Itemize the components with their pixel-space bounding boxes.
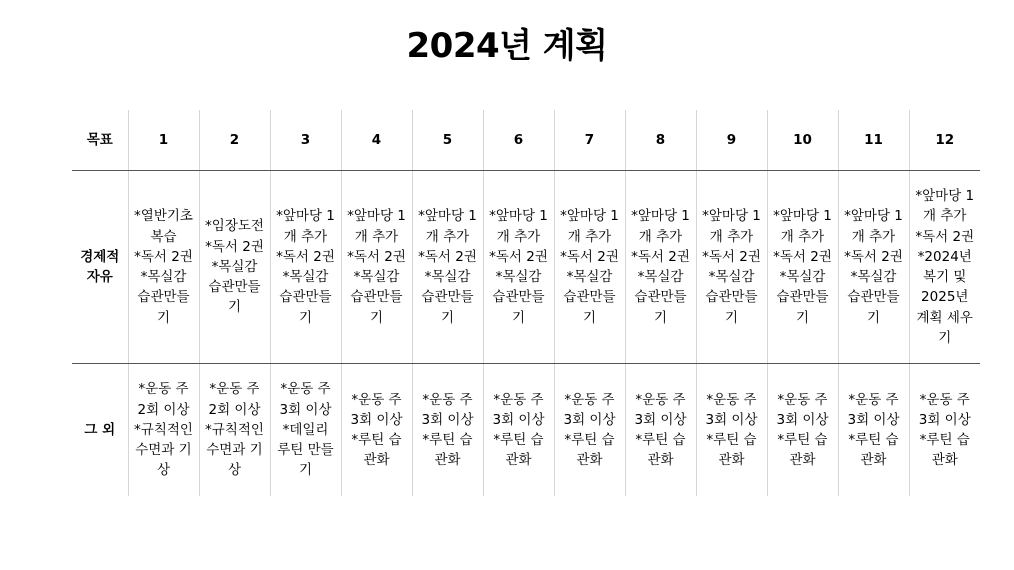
- cell-line: *2024년: [917, 248, 972, 265]
- cell-line: *앞마당 1: [702, 208, 761, 225]
- cell-line: *앞마당 1: [489, 208, 548, 225]
- cell-line: 3회 이상: [776, 411, 829, 428]
- cell-line: *운동 주: [706, 391, 757, 408]
- cell-line: *운동 주: [493, 391, 544, 408]
- table-cell: [341, 171, 412, 364]
- cell-line: 개 추가: [496, 228, 541, 245]
- cell-line: 2회 이상: [208, 401, 261, 418]
- cell-line: *목실감: [140, 269, 187, 285]
- cell-line: *목실감: [495, 269, 542, 285]
- cell-line: *앞마당 1: [560, 208, 619, 225]
- table-row: [72, 364, 980, 497]
- table-cell: [909, 364, 980, 497]
- cell-line: *운동 주: [280, 381, 331, 398]
- table-cell: [412, 171, 483, 364]
- cell-line: *독서 2권: [631, 248, 690, 265]
- cell-line: *운동 주: [351, 391, 402, 408]
- table-cell: [838, 364, 909, 497]
- cell-line: 기: [156, 309, 171, 326]
- table-cell: [483, 364, 554, 497]
- cell-line: *루틴 습: [422, 432, 473, 448]
- cell-line: *독서 2권: [134, 248, 193, 265]
- cell-line: *운동 주: [777, 391, 828, 408]
- cell-line: 계획 세우: [916, 309, 973, 326]
- cell-line: *독서 2권: [205, 238, 264, 255]
- cell-line: 개 추가: [283, 228, 328, 245]
- cell-line: 복기 및: [923, 269, 967, 285]
- cell-line: *루틴 습: [493, 432, 544, 448]
- header-corner: 목표: [72, 110, 128, 171]
- row-header: [72, 364, 128, 497]
- cell-line: *앞마당 1: [631, 208, 690, 225]
- cell-line: 습관만들: [634, 289, 687, 306]
- cell-line: 습관만들: [208, 279, 261, 296]
- cell-line: 상: [227, 462, 242, 479]
- cell-line: 기: [724, 309, 739, 326]
- cell-line: 경제적: [80, 248, 120, 265]
- table-cell: [767, 364, 838, 497]
- cell-line: 3회 이상: [918, 411, 971, 428]
- cell-line: 기: [440, 309, 455, 326]
- cell-line: 개 추가: [709, 228, 754, 245]
- cell-line: *앞마당 1: [844, 208, 903, 225]
- table-cell: [270, 171, 341, 364]
- cell-line: 기: [582, 309, 597, 326]
- cell-line: *목실감: [353, 269, 400, 285]
- cell-line: 루틴 만들: [277, 442, 334, 459]
- month-header: 4: [341, 110, 412, 171]
- cell-line: *앞마당 1: [915, 188, 975, 204]
- cell-line: 개 추가: [780, 228, 825, 245]
- table-cell: [199, 364, 270, 497]
- cell-line: *목실감: [424, 269, 471, 285]
- month-header: 8: [625, 110, 696, 171]
- cell-line: 개 추가: [425, 228, 470, 245]
- table-cell: [696, 171, 767, 364]
- month-header: 9: [696, 110, 767, 171]
- cell-line: *운동 주: [919, 391, 970, 408]
- cell-line: *독서 2권: [276, 248, 335, 265]
- cell-line: *독서 2권: [773, 248, 832, 265]
- cell-line: 기: [795, 309, 810, 326]
- cell-line: *목실감: [708, 269, 755, 285]
- table-cell: [625, 171, 696, 364]
- cell-line: 개 추가: [923, 208, 967, 225]
- cell-line: 수면과 기: [135, 442, 192, 459]
- cell-line: 습관만들: [137, 289, 190, 306]
- cell-line: *목실감: [566, 269, 613, 285]
- table-cell: [909, 171, 980, 364]
- cell-line: 개 추가: [851, 228, 896, 245]
- cell-line: 3회 이상: [350, 411, 403, 428]
- cell-line: 기: [227, 299, 242, 316]
- table-cell: [199, 171, 270, 364]
- cell-line: *독서 2권: [560, 248, 619, 265]
- cell-line: *열반기초: [134, 208, 193, 225]
- cell-line: 관화: [505, 452, 532, 469]
- cell-line: *독서 2권: [489, 248, 548, 265]
- month-header: 6: [483, 110, 554, 171]
- table-cell: [483, 171, 554, 364]
- table-cell: [554, 171, 625, 364]
- cell-line: 기: [653, 309, 668, 326]
- cell-line: 복습: [150, 228, 177, 245]
- cell-line: 기: [938, 329, 952, 346]
- cell-line: 관화: [576, 452, 603, 469]
- table-cell: [625, 364, 696, 497]
- cell-line: 기: [369, 309, 384, 326]
- cell-line: 3회 이상: [279, 401, 332, 418]
- cell-line: *데일리: [282, 421, 329, 438]
- page-title: 2024년 계획: [406, 26, 608, 66]
- table-cell: [270, 364, 341, 497]
- cell-line: 관화: [718, 452, 745, 469]
- cell-line: 2회 이상: [137, 401, 190, 418]
- cell-line: 습관만들: [847, 289, 900, 306]
- table-cell: [696, 364, 767, 497]
- cell-line: 개 추가: [354, 228, 399, 245]
- cell-line: 개 추가: [638, 228, 683, 245]
- cell-line: *루틴 습: [635, 432, 686, 448]
- cell-line: 관화: [434, 452, 461, 469]
- cell-line: 3회 이상: [634, 411, 687, 428]
- cell-line: 기: [298, 309, 313, 326]
- cell-line: *앞마당 1: [347, 208, 406, 225]
- cell-line: *앞마당 1: [773, 208, 832, 225]
- cell-line: 습관만들: [279, 289, 332, 306]
- cell-line: *규칙적인: [205, 421, 264, 438]
- cell-line: 기: [866, 309, 881, 326]
- cell-line: *운동 주: [635, 391, 686, 408]
- cell-line: *목실감: [282, 269, 329, 285]
- month-header: 10: [767, 110, 838, 171]
- cell-line: 관화: [860, 452, 887, 469]
- cell-line: *루틴 습: [351, 432, 402, 448]
- cell-line: 습관만들: [492, 289, 545, 306]
- cell-line: *루틴 습: [848, 432, 899, 448]
- cell-line: *운동 주: [138, 381, 189, 398]
- cell-line: *앞마당 1: [418, 208, 477, 225]
- cell-line: *루틴 습: [706, 432, 757, 448]
- cell-line: 기: [298, 462, 313, 479]
- table-cell: [767, 171, 838, 364]
- table-cell: [128, 171, 199, 364]
- table-row: [72, 171, 980, 364]
- cell-line: *규칙적인: [134, 421, 193, 438]
- cell-line: 3회 이상: [847, 411, 900, 428]
- cell-line: 습관만들: [421, 289, 474, 306]
- cell-line: *운동 주: [564, 391, 615, 408]
- month-header: 3: [270, 110, 341, 171]
- month-header: 1: [128, 110, 199, 171]
- table-cell: [128, 364, 199, 497]
- cell-line: *독서 2권: [418, 248, 477, 265]
- cell-line: *루틴 습: [564, 432, 615, 448]
- table-cell: [554, 364, 625, 497]
- cell-line: 수면과 기: [206, 442, 263, 459]
- month-header: 7: [554, 110, 625, 171]
- cell-line: *독서 2권: [347, 248, 406, 265]
- cell-line: 습관만들: [705, 289, 758, 306]
- cell-line: 관화: [363, 452, 390, 469]
- cell-line: 3회 이상: [492, 411, 545, 428]
- cell-line: *목실감: [779, 269, 826, 285]
- cell-line: 3회 이상: [421, 411, 474, 428]
- cell-line: *목실감: [850, 269, 897, 285]
- cell-line: 3회 이상: [705, 411, 758, 428]
- cell-line: *루틴 습: [919, 432, 970, 448]
- month-header: 5: [412, 110, 483, 171]
- cell-line: *목실감: [637, 269, 684, 285]
- cell-line: 상: [156, 462, 171, 479]
- cell-line: 관화: [789, 452, 816, 469]
- table-cell: [838, 171, 909, 364]
- month-header: 2: [199, 110, 270, 171]
- cell-line: *운동 주: [848, 391, 899, 408]
- cell-line: 3회 이상: [563, 411, 616, 428]
- plan-table: [72, 110, 980, 496]
- cell-line: 2025년: [921, 289, 969, 306]
- cell-line: *운동 주: [209, 381, 260, 398]
- cell-line: 관화: [647, 452, 674, 469]
- table-cell: [341, 364, 412, 497]
- cell-line: 개 추가: [567, 228, 612, 245]
- cell-line: 그 외: [84, 421, 116, 438]
- month-header: 11: [838, 110, 909, 171]
- cell-line: *목실감: [211, 258, 258, 275]
- cell-line: *루틴 습: [777, 432, 828, 448]
- cell-line: *운동 주: [422, 391, 473, 408]
- cell-line: *임장도전: [205, 218, 264, 235]
- cell-line: *독서 2권: [844, 248, 903, 265]
- cell-line: *독서 2권: [702, 248, 761, 265]
- cell-line: 습관만들: [350, 289, 403, 306]
- cell-line: 습관만들: [776, 289, 829, 306]
- cell-line: *독서 2권: [915, 228, 975, 245]
- table-cell: [412, 364, 483, 497]
- cell-line: *앞마당 1: [276, 208, 335, 225]
- cell-line: 습관만들: [563, 289, 616, 306]
- cell-line: 기: [511, 309, 526, 326]
- month-header: 12: [909, 110, 980, 171]
- header-row: [72, 110, 980, 171]
- row-header: [72, 171, 128, 364]
- cell-line: 관화: [931, 452, 958, 469]
- cell-line: 자유: [86, 269, 113, 285]
